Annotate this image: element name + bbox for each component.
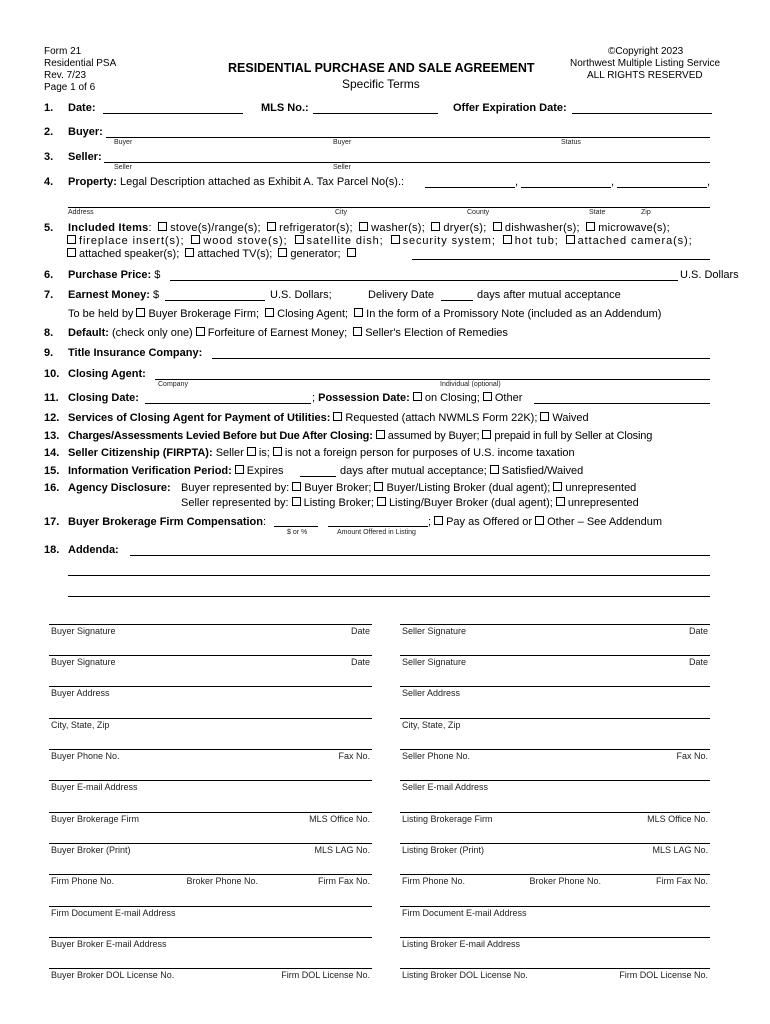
page-subtitle: Specific Terms [342,77,420,91]
woodstove-label: wood stove(s); [203,235,288,247]
speaker-checkbox[interactable] [67,248,76,257]
parcel-field-1[interactable] [425,187,515,188]
closing-agent-label: Closing Agent: [68,368,146,380]
comp-amount-field[interactable] [328,526,428,527]
usd-label: U.S. Dollars [680,269,739,281]
satellite-label: satellite dish; [306,235,384,247]
buyer-field[interactable] [106,137,710,138]
price-field[interactable] [170,280,678,281]
form-rev: Rev. 7/23 [44,70,87,81]
seller-unrep-label: unrepresented [567,497,639,509]
signature-line-right[interactable] [400,812,710,813]
fireplace-checkbox[interactable] [67,235,76,244]
dollar-sign: $ [152,289,160,301]
item-number: 2. [44,126,54,138]
tv-label: attached TV(s); [197,248,273,260]
item-number: 16. [44,482,60,494]
pay-as-offered-checkbox[interactable] [434,516,443,525]
microwave-checkbox[interactable] [586,222,595,231]
buyer-label: Buyer: [68,126,103,138]
days-after-2: days after mutual acceptance; [340,465,487,477]
signature-label-left: Buyer Phone No. [51,751,120,761]
days-after-label: days after mutual acceptance [477,289,621,301]
signature-label-left: Buyer Broker E-mail Address [51,939,167,949]
signature-extra-right: Date [688,626,708,636]
item-number: 12. [44,412,60,424]
seller-sub-1: Seller [114,164,132,171]
property-text: Legal Description attached as Exhibit A. Tax Parcel No(s).: [119,176,405,188]
offer-expiration-label: Offer Expiration Date: [453,102,567,114]
listing-broker-checkbox[interactable] [292,497,301,506]
comp-type-field[interactable] [274,526,318,527]
on-closing-label: on Closing; [424,392,480,404]
item-number: 7. [44,289,54,301]
buyer-sub-1: Buyer [114,139,133,146]
property-label: Property: [68,176,117,188]
addenda-field-1[interactable] [130,555,710,556]
promissory-checkbox[interactable] [354,308,363,317]
fridge-label: refrigerator(s); [279,222,353,234]
item-number: 18. [44,544,60,556]
signature-line-left[interactable] [49,843,372,844]
seller-rep-label: Seller represented by: [181,497,289,509]
expires-checkbox[interactable] [235,465,244,474]
buyer-rep-label: Buyer represented by: [181,482,290,494]
forfeit-checkbox[interactable] [196,327,205,336]
signature-line-right[interactable] [400,968,710,969]
is-checkbox[interactable] [247,447,256,456]
address-field[interactable] [68,207,710,208]
signature-label-right: Listing Broker (Print) [402,845,485,855]
security-checkbox[interactable] [391,235,400,244]
signature-line-right[interactable] [400,906,710,907]
camera-checkbox[interactable] [566,235,575,244]
buyer-broker-label: Buyer Broker; [304,482,372,494]
parcel-field-2[interactable] [521,187,611,188]
signature-extra-right: Broker Phone No. [529,876,601,886]
assumed-checkbox[interactable] [376,430,385,439]
seller-sub-2: Seller [333,164,351,171]
item-number: 6. [44,269,54,281]
prepaid-checkbox[interactable] [482,430,491,439]
dryer-label: dryer(s); [443,222,487,234]
dryer-checkbox[interactable] [431,222,440,231]
item-number: 17. [44,516,60,528]
signature-line-left[interactable] [49,937,372,938]
signature-label-left: City, State, Zip [51,720,110,730]
assumed-label: assumed by Buyer; [387,430,480,442]
signature-line-left[interactable] [49,624,372,625]
tv-checkbox[interactable] [185,248,194,257]
default-note: (check only one) [112,327,193,339]
held-firm-label: Buyer Brokerage Firm; [148,308,260,320]
seller-field[interactable] [104,162,710,163]
dishwasher-label: dishwasher(s); [504,222,580,234]
item-number: 14. [44,447,60,459]
rights: ALL RIGHTS RESERVED [587,70,703,81]
seller-label: Seller: [68,151,102,163]
signature-label-right: Listing Broker E-mail Address [402,939,521,949]
requested-label: Requested (attach NWMLS Form 22K); [345,412,538,424]
stove-label: stove(s)/range(s); [170,222,261,234]
signature-label-left: Buyer Broker (Print) [51,845,131,855]
mls-no-field[interactable] [313,113,438,114]
signature-label-right: Listing Broker DOL License No. [402,970,528,980]
fireplace-label: fireplace insert(s); [79,235,185,247]
woodstove-checkbox[interactable] [191,235,200,244]
agency-label: Agency Disclosure: [68,482,171,494]
charges-label: Charges/Assessments Levied Before but Due After Closing: [68,430,373,442]
seller-word: Seller [215,447,244,459]
earnest-field[interactable] [165,300,265,301]
signature-line-left[interactable] [49,780,372,781]
signature-label-left: Buyer Address [51,688,110,698]
possession-label: Possession Date: [318,392,410,404]
expires-days-field[interactable] [300,476,336,477]
item-number: 8. [44,327,54,339]
item-number: 11. [44,392,59,404]
form-name: Residential PSA [44,58,117,69]
item-number: 3. [44,151,54,163]
item-number: 5. [44,222,54,234]
signature-extra-left: Date [350,626,370,636]
other-possession-field[interactable] [534,403,710,404]
signature-extra-left: Fax No. [338,751,370,761]
individual-sub: Individual (optional) [440,381,501,388]
earnest-label: Earnest Money: [68,289,150,301]
satisfied-label: Satisfied/Waived [501,465,584,477]
signature-label-right: Firm Phone No. [402,876,466,886]
delivery-label: Delivery Date [368,289,435,301]
earnest-usd: U.S. Dollars; [270,289,332,301]
closing-agent-field[interactable] [155,379,710,380]
waived-label: Waived [552,412,589,424]
dollar-pct-sub: $ or % [287,529,308,536]
item-number: 1. [44,102,54,114]
signature-label-left: Buyer E-mail Address [51,782,138,792]
signature-label-left: Buyer Signature [51,657,116,667]
signature-line-left[interactable] [49,812,372,813]
signature-extra-left: MLS Office No. [309,814,370,824]
signature-extra-right: Firm DOL License No. [619,970,708,980]
signature-line-left[interactable] [49,906,372,907]
org-name: Northwest Multiple Listing Service [570,58,721,69]
state-sub: State [589,209,606,216]
item-number: 15. [44,465,60,477]
held-agent-label: Closing Agent; [277,308,349,320]
comp-label: Buyer Brokerage Firm Compensation [68,516,263,528]
signature-line-left[interactable] [49,686,372,687]
signature-extra-right: Fax No. [676,751,708,761]
signature-label-left: Buyer Signature [51,626,116,636]
buyer-broker-checkbox[interactable] [292,482,301,491]
hottub-checkbox[interactable] [503,235,512,244]
signature-label-right: Seller Phone No. [402,751,471,761]
listing-broker-label: Listing Broker; [303,497,374,509]
election-label: Seller's Election of Remedies [365,327,508,339]
expires-label: Expires [246,465,284,477]
signature-line-right[interactable] [400,686,710,687]
is-not-checkbox[interactable] [273,447,282,456]
dollar-sign: $ [154,269,161,281]
county-sub: County [467,209,490,216]
signature-label-right: Firm Document E-mail Address [402,908,527,918]
company-sub: Company [158,381,188,388]
signature-line-left[interactable] [49,874,372,875]
city-sub: City [335,209,348,216]
generator-checkbox[interactable] [278,248,287,257]
signature-label-right: Seller Signature [402,626,467,636]
satellite-checkbox[interactable] [295,235,304,244]
signature-line-right[interactable] [400,937,710,938]
included-items-label: Included Items [68,222,149,234]
signature-extra-left: MLS LAG No. [314,845,370,855]
on-closing-checkbox[interactable] [413,392,422,401]
firpta-label: Seller Citizenship (FIRPTA): [68,447,213,459]
page-number: Page 1 of 6 [44,82,96,93]
mls-no-label: MLS No.: [261,102,309,114]
prepaid-label: prepaid in full by Seller at Closing [494,430,653,442]
generator-label: generator; [290,248,341,260]
signature-label-left: Buyer Broker DOL License No. [51,970,175,980]
signature-extra-left: Firm DOL License No. [281,970,370,980]
held-agent-checkbox[interactable] [265,308,274,317]
fridge-checkbox[interactable] [267,222,276,231]
item-number: 4. [44,176,54,188]
signature-extra-right: MLS LAG No. [652,845,708,855]
other-possession-label: Other [494,392,523,404]
security-label: security system; [402,235,496,247]
stove-checkbox[interactable] [158,222,167,231]
satisfied-checkbox[interactable] [490,465,499,474]
other-see-checkbox[interactable] [535,516,544,525]
signature-extra-right: Firm Fax No. [655,876,708,886]
requested-checkbox[interactable] [333,412,342,421]
buyer-unrep-checkbox[interactable] [553,482,562,491]
delivery-days-field[interactable] [441,300,473,301]
signature-line-right[interactable] [400,624,710,625]
is-not-label: is not a foreign person for purposes of U.S. income taxation [284,447,575,459]
promissory-label: In the form of a Promissory Note (included as an Addendum) [366,308,662,320]
info-label: Information Verification Period: [68,465,232,477]
signature-extra-right: MLS Office No. [647,814,708,824]
other-item-checkbox[interactable] [347,248,356,257]
signature-label-left: Buyer Brokerage Firm [51,814,140,824]
signature-line-left[interactable] [49,968,372,969]
signature-line-right[interactable] [400,780,710,781]
addenda-label: Addenda: [68,544,119,556]
signature-line-right[interactable] [400,749,710,750]
buyer-sub-2: Buyer [333,139,352,146]
waived-checkbox[interactable] [540,412,549,421]
signature-label-right: City, State, Zip [402,720,461,730]
closing-date-label: Closing Date: [68,392,139,404]
price-label: Purchase Price: [68,269,152,281]
hottub-label: hot tub; [514,235,559,247]
signature-label-right: Seller E-mail Address [402,782,489,792]
signature-label-left: Firm Phone No. [51,876,115,886]
microwave-label: microwave(s); [598,222,670,234]
item-number: 13. [44,430,60,442]
speaker-label: attached speaker(s); [79,248,180,260]
closing-date-field[interactable] [145,403,311,404]
offer-expiration-field[interactable] [572,113,712,114]
title-insurance-field[interactable] [212,358,710,359]
status-sub: Status [561,139,581,146]
item-number: 9. [44,347,54,359]
seller-unrep-checkbox[interactable] [556,497,565,506]
buyer-listing-checkbox[interactable] [374,482,383,491]
signature-line-right[interactable] [400,843,710,844]
signature-label-right: Listing Brokerage Firm [402,814,493,824]
title-insurance-label: Title Insurance Company: [68,347,203,359]
signature-label-right: Seller Signature [402,657,467,667]
default-label: Default: [68,327,109,339]
date-field[interactable] [103,113,243,114]
item-number: 10. [44,368,60,380]
signature-line-left[interactable] [49,655,372,656]
washer-label: washer(s); [371,222,426,234]
washer-checkbox[interactable] [359,222,368,231]
listing-buyer-checkbox[interactable] [377,497,386,506]
pay-as-label: Pay as Offered or [446,516,533,528]
other-possession-checkbox[interactable] [483,392,492,401]
addenda-field-3[interactable] [68,596,710,597]
other-item-field[interactable] [412,259,710,260]
signature-line-right[interactable] [400,655,710,656]
held-by-label: To be held by [68,308,134,320]
forfeit-label: Forfeiture of Earnest Money; [207,327,348,339]
buyer-unrep-label: unrepresented [565,482,637,494]
amount-offered-sub: Amount Offered in Listing [337,529,416,536]
zip-sub: Zip [641,209,651,216]
copyright: ©Copyright 2023 [608,46,684,57]
election-checkbox[interactable] [353,327,362,336]
buyer-listing-label: Buyer/Listing Broker (dual agent); [386,482,551,494]
signature-line-right[interactable] [400,718,710,719]
date-label: Date: [68,102,96,114]
signature-extra-left: Broker Phone No. [186,876,258,886]
addenda-field-2[interactable] [68,575,710,576]
signature-line-right[interactable] [400,874,710,875]
camera-label: attached camera(s); [577,235,693,247]
listing-buyer-label: Listing/Buyer Broker (dual agent); [388,497,553,509]
signature-label-left: Firm Document E-mail Address [51,908,176,918]
services-label: Services of Closing Agent for Payment of Utilities: [68,412,331,424]
signature-line-left[interactable] [49,718,372,719]
page-title: RESIDENTIAL PURCHASE AND SALE AGREEMENT [228,61,535,75]
signature-extra-left: Date [350,657,370,667]
signature-extra-left: Firm Fax No. [317,876,370,886]
is-label: is; [258,447,270,459]
signature-label-right: Seller Address [402,688,461,698]
address-sub: Address [68,209,94,216]
parcel-field-3[interactable] [617,187,707,188]
signature-line-left[interactable] [49,749,372,750]
dishwasher-checkbox[interactable] [493,222,502,231]
form-number: Form 21 [44,46,82,57]
other-see-label: Other – See Addendum [547,516,663,528]
signature-extra-right: Date [688,657,708,667]
held-firm-checkbox[interactable] [136,308,145,317]
